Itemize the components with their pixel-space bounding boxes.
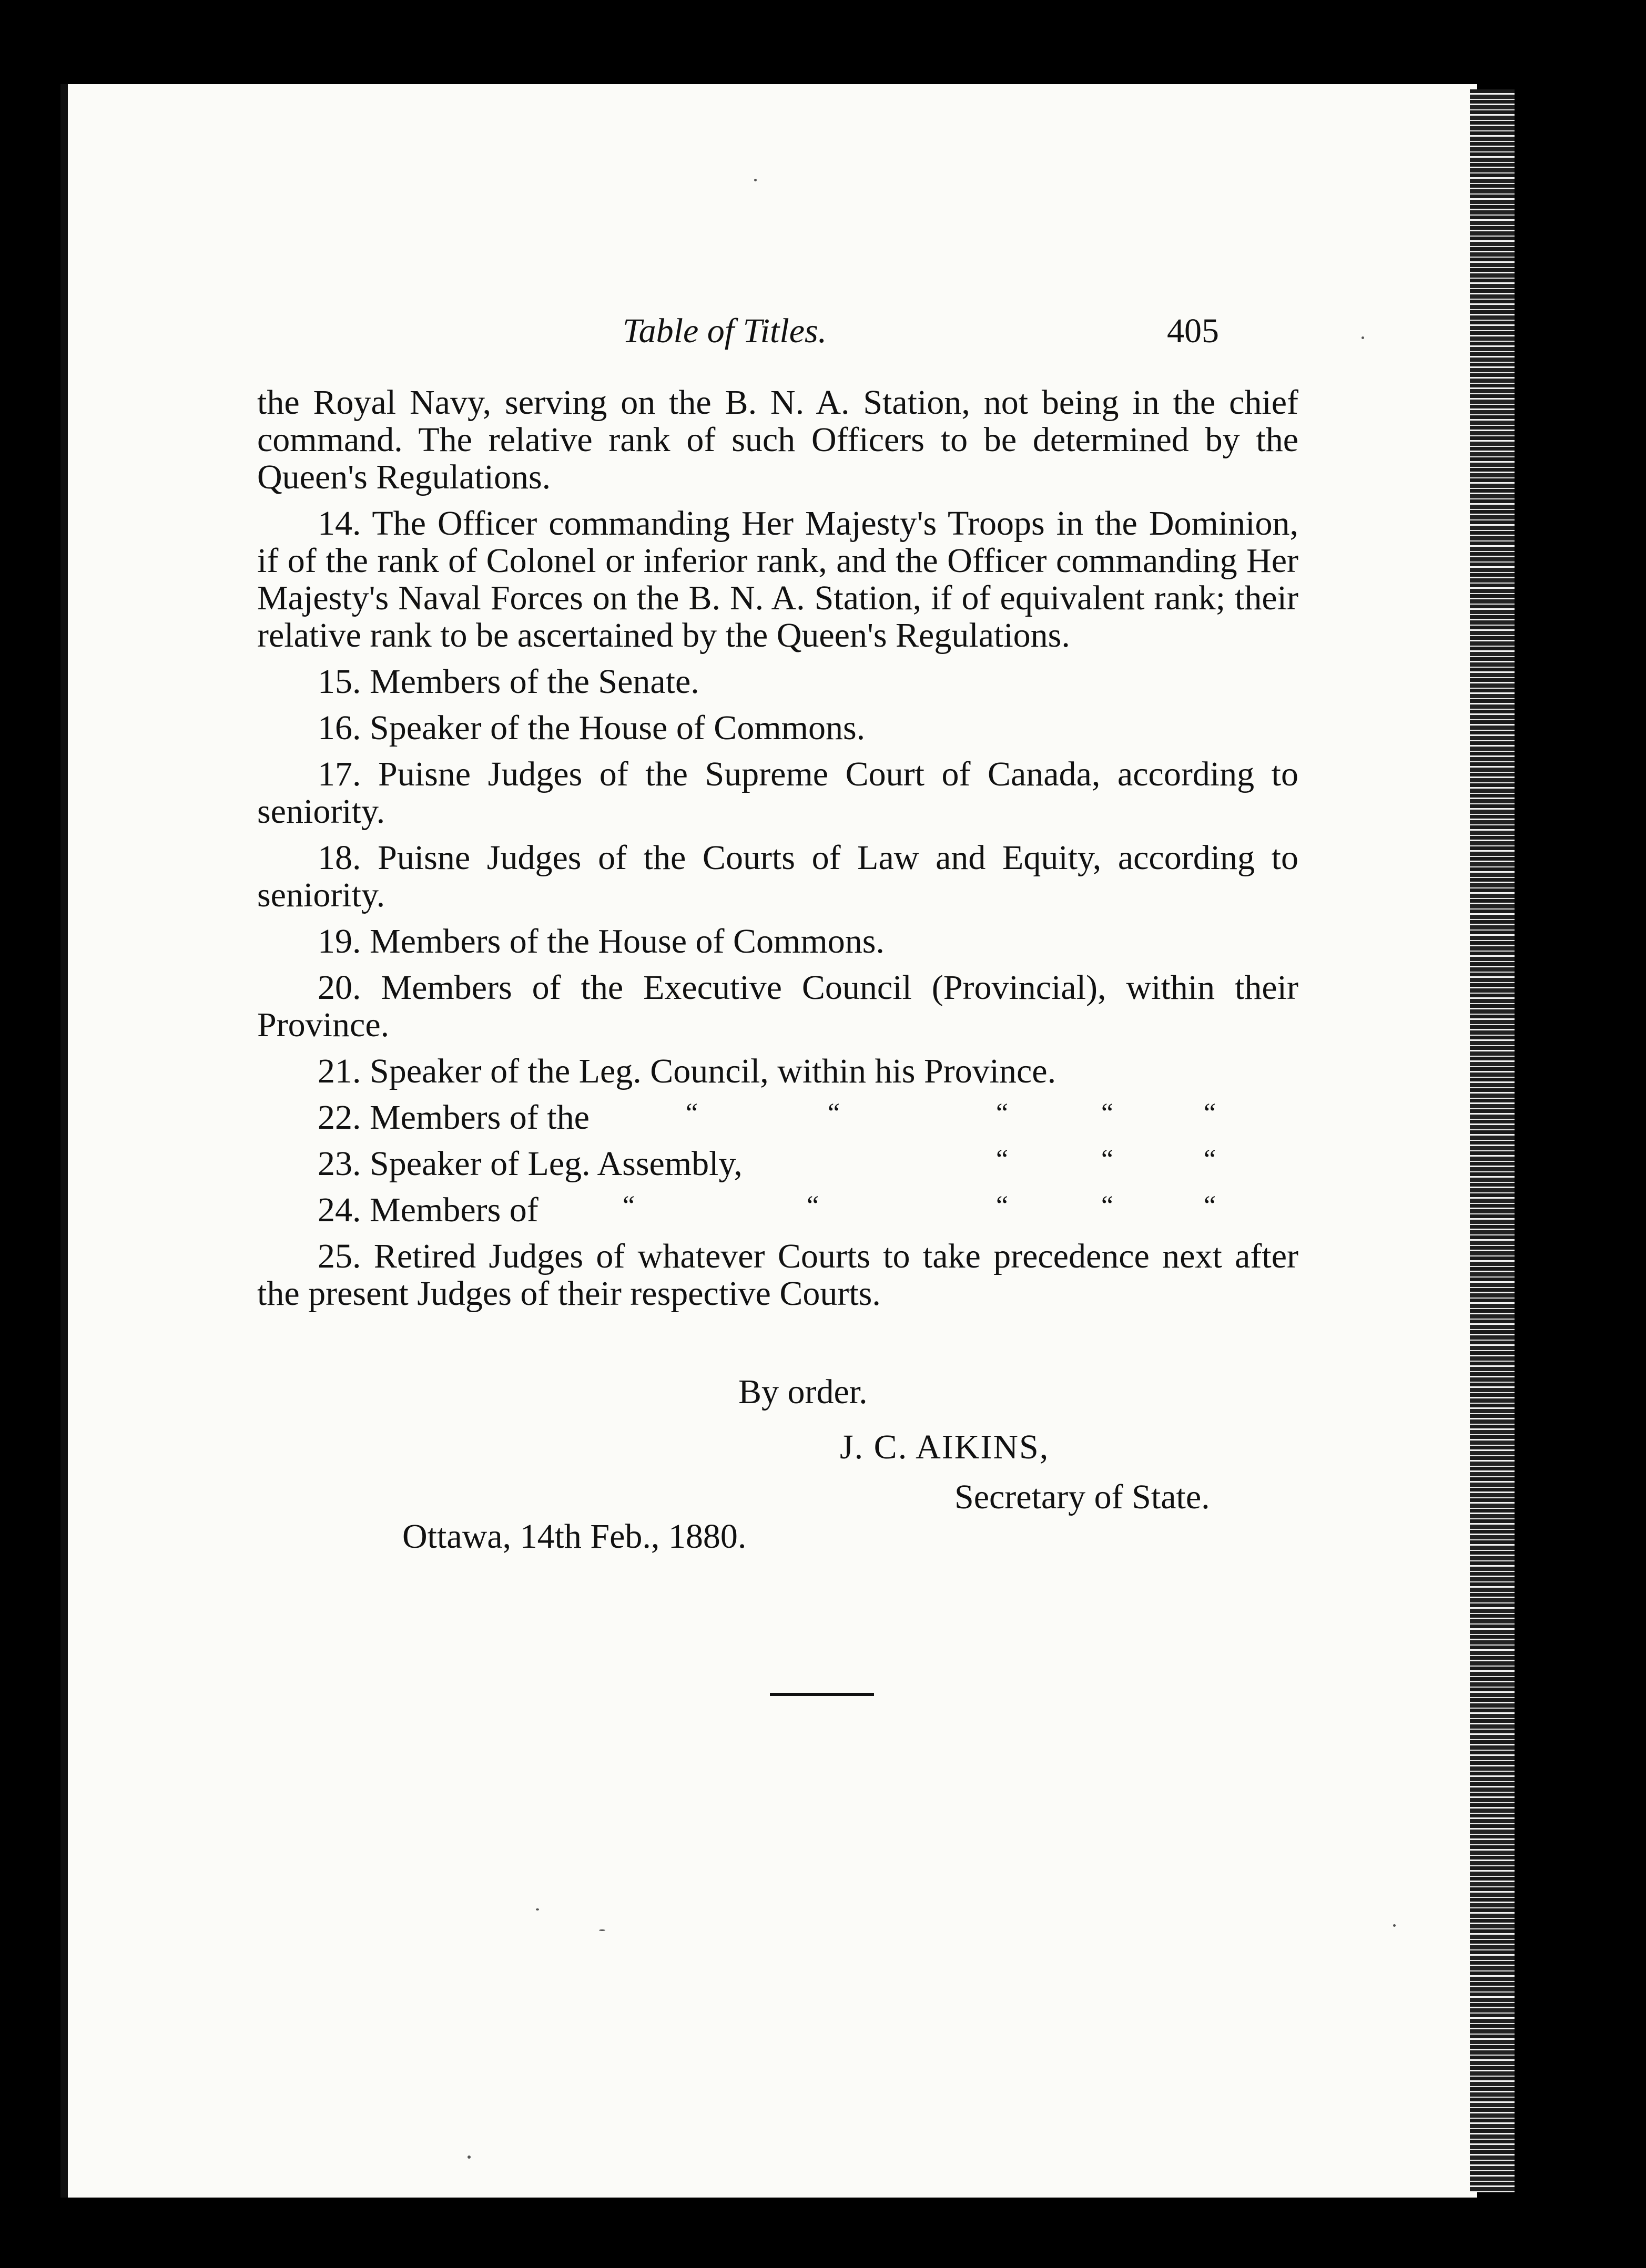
- book-page: [60, 84, 1477, 2198]
- title-item-16: 16. Speaker of the House of Commons.: [318, 709, 866, 747]
- title-item-22-label: 22. Members of the: [318, 1098, 590, 1137]
- ditto-mark: “: [1101, 1145, 1114, 1174]
- paper-speck: [536, 1908, 539, 1911]
- title-item-17: 17. Puisne Judges of the Supreme Court of Canada, according to seniority.: [257, 755, 1298, 831]
- closing-rule: [770, 1693, 874, 1696]
- paper-speck: [599, 1929, 605, 1931]
- ditto-mark: “: [1204, 1098, 1216, 1128]
- ditto-mark: “: [996, 1098, 1009, 1128]
- title-item-22: [257, 1099, 1298, 1136]
- title-item-21: 21. Speaker of the Leg. Council, within his Province.: [318, 1052, 1056, 1090]
- ditto-mark: “: [1204, 1191, 1216, 1221]
- title-item-14: 14. The Officer commanding Her Majesty's Troops in the Dominion, if of the rank of Colonel or inferior rank, and the Officer commanding Her Majesty's Naval Forces on the B. N. A. Station, if of equivalent rank; their relative rank to be ascertained by the Queen's Regulations.: [257, 504, 1298, 655]
- ditto-mark: “: [686, 1098, 698, 1128]
- paper-speck: [1393, 1924, 1396, 1927]
- title-item-23-label: 23. Speaker of Leg. Assembly,: [318, 1145, 743, 1183]
- running-title: Table of Titles.: [623, 312, 827, 350]
- page-edge: [1470, 89, 1515, 2192]
- paper-speck: [468, 2155, 471, 2159]
- signatory-name: J. C. AIKINS,: [840, 1428, 1050, 1466]
- ditto-mark: “: [996, 1191, 1009, 1221]
- title-item-24: [257, 1191, 1298, 1229]
- by-order-line: By order.: [738, 1373, 868, 1411]
- ditto-mark: “: [623, 1191, 635, 1221]
- title-item-18: 18. Puisne Judges of the Courts of Law and Equity, according to seniority.: [257, 839, 1298, 914]
- paper-speck: [1361, 336, 1364, 339]
- continued-paragraph: the Royal Navy, serving on the B. N. A. Station, not being in the chief command. The relative rank of such Officers to be determined by the Queen's Regulations.: [257, 383, 1298, 496]
- title-item-23: [257, 1145, 1298, 1182]
- paper-speck: [754, 179, 757, 181]
- place-and-date: Ottawa, 14th Feb., 1880.: [402, 1517, 747, 1556]
- ditto-mark: “: [1101, 1191, 1114, 1221]
- ditto-mark: “: [807, 1191, 819, 1221]
- title-item-20: 20. Members of the Executive Council (Provincial), within their Province.: [257, 968, 1298, 1044]
- title-item-19: 19. Members of the House of Commons.: [318, 922, 885, 961]
- title-item-25: 25. Retired Judges of whatever Courts to take precedence next after the present Judges of their respective Courts.: [257, 1237, 1298, 1313]
- signatory-title: Secretary of State.: [954, 1478, 1210, 1516]
- title-item-15: 15. Members of the Senate.: [318, 662, 699, 701]
- page-number: 405: [1167, 312, 1219, 350]
- ditto-mark: “: [828, 1098, 840, 1128]
- table-of-titles-text: [257, 384, 1298, 1312]
- ditto-mark: “: [1101, 1098, 1114, 1128]
- ditto-mark: “: [996, 1145, 1009, 1174]
- ditto-mark: “: [1204, 1145, 1216, 1174]
- title-item-24-label: 24. Members of: [318, 1191, 538, 1229]
